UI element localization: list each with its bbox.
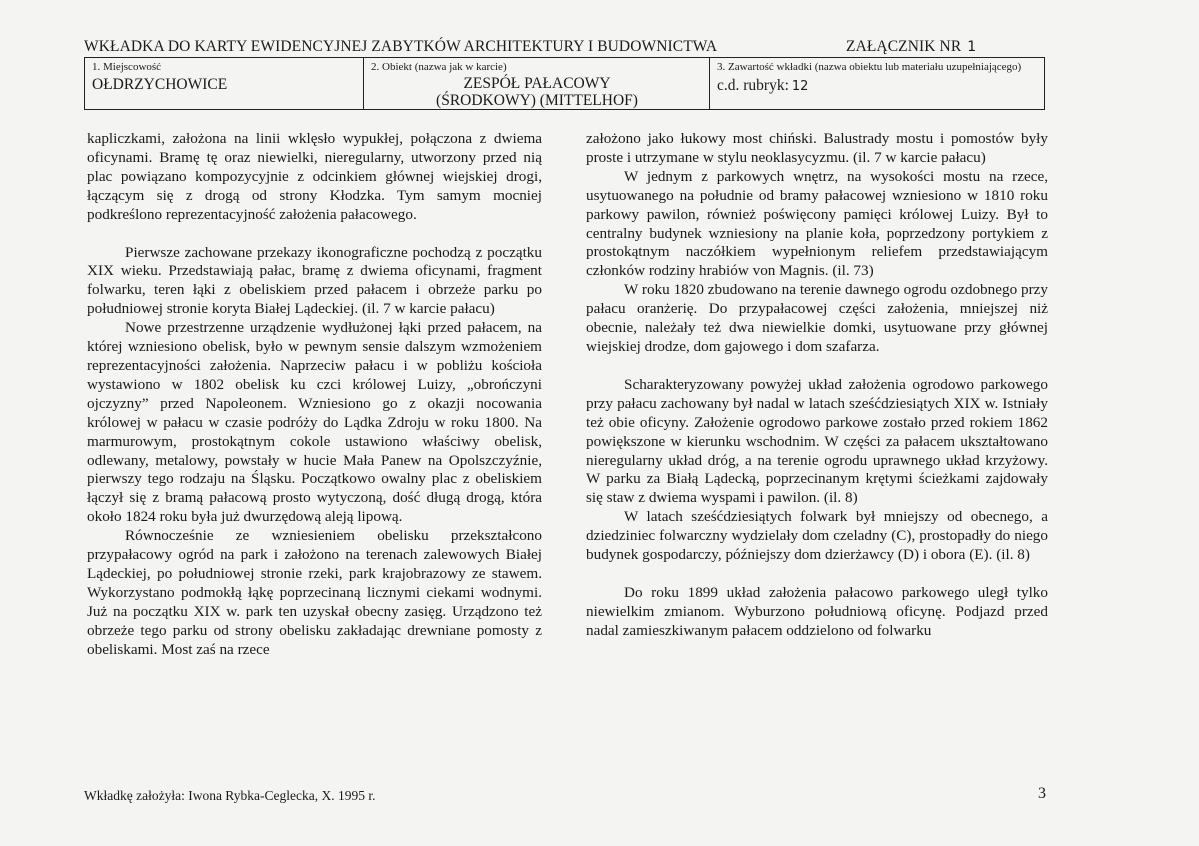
content-cell (710, 58, 1044, 109)
object-cell (364, 58, 710, 109)
object-label: 2. Obiekt (nazwa jak w karcie) (371, 61, 507, 73)
annex-number: 1 (967, 39, 977, 55)
content-value (717, 77, 808, 95)
paragraph: W jednym z parkowych wnętrz, na wysokości mostu na rzece, usytuowanego na południe od bramy pałacowej wzniesiono w 1810 roku parkowy pawilon, również poświęcony pamięci królowej Luizy. Był to centralny budynek wzniesiony na planie koła, poprzedzony portykiem z prostokątnym naczółkiem wypełnionym reliefem przedstawiającym członków rodziny hrabiów von Magnis. (il. 73) (586, 167, 1048, 280)
paragraph: Do roku 1899 układ założenia pałacowo parkowego uległ tylko niewielkim zmianom. Wyburzono południową oficynę. Podjazd przed nadal zamieszkiwanym pałacem oddzielono od folwarku (586, 583, 1048, 639)
author-note: Wkładkę założyła: Iwona Rybka-Ceglecka, X. 1995 r. (84, 788, 376, 803)
paragraph: Nowe przestrzenne urządzenie wydłużonej łąki przed pałacem, na której wzniesiono obelisk, było w pewnym sensie dalszym wzmożeniem reprezentacyjności założenia. Naprzeciw pałacu i w pobliżu kościoła wystawiono w 1802 obelisk ku czci królowej Luizy, „obrończyni ojczyzny” przed Napoleonem. Wzniesiono go z okazji nocowania królowej w pałacu w czasie podróży do Lądka Zdroju w roku 1800. Na marmurowym, prostokątnym cokole ustawiono właściwy obelisk, odlewany, metalowy, powstały w hucie Mała Panew na Opolszczyźnie, pierwszy tego rodzaju na Śląsku. Początkowo owalny plac z obeliskiem łączył się z bramą pałacową prosto wytyczoną, dość długą drogą, która około 1824 roku była już dwurzędową aleją lipową. (87, 319, 542, 526)
paragraph: Scharakteryzowany powyżej układ założenia ogrodowo parkowego przy pałacu zachowany był nadal w latach sześćdziesiątych XIX w. Istniały też obie oficyny. Założenie ogrodowo parkowe zostało przed rokiem 1862 powiększone w kierunku wschodnim. W części za pałacem ukształtowano nieregularny układ dróg, a na terenie ogrodu uprawnego układ krzyżowy. W parku za Białą Lądecką, poprzecinanym krętymi ścieżkami zajdowały się staw z dwiema wyspami i pawilon. (il. 8) (586, 375, 1048, 507)
form-title: WKŁADKA DO KARTY EWIDENCYJNEJ ZABYTKÓW ARCHITEKTURY I BUDOWNICTWA (84, 38, 718, 55)
object-value-line1: ZESPÓŁ PAŁACOWY (463, 75, 611, 92)
annex-label-text: ZAŁĄCZNIK NR (846, 38, 962, 55)
right-text-column (586, 130, 1048, 641)
paragraph: W roku 1820 zbudowano na terenie dawnego ogrodu ozdobnego przy pałacu oranżerię. Do przypałacowej części założenia, mniejszej niż obecnie, należały też dwa niewielkie domki, usytuowane przy głównej wiejskiej drodze, dom gajowego i dom szafarza. (586, 281, 1048, 355)
locality-value: OŁDRZYCHOWICE (92, 76, 228, 93)
locality-cell (85, 58, 364, 109)
content-rubric-number: 12 (791, 79, 809, 94)
locality-label: 1. Miejscowość (92, 61, 162, 73)
paragraph: kapliczkami, założona na linii wklęsło wypukłej, połączona z dwiema oficynami. Bramę tę oraz niewielki, nieregularny, utworzony przed nią plac powiązano kompozycyjnie z odcinkiem głównej wiejskiej drogi, łączącym się z drogą od strony Kłodzka. Tym samym mocniej podkreślono reprezentacyjność założenia pałacowego. (87, 130, 542, 223)
annex-label (846, 38, 976, 56)
page-number: 3 (1038, 785, 1046, 802)
paragraph: Pierwsze zachowane przekazy ikonograficzne pochodzą z początku XIX wieku. Przedstawiają pałac, bramę z dwiema oficynami, fragment folwarku, teren łąki z obeliskiem przed pałacem i obrzeże parku po południowej stronie koryta Białej Lądeckiej. (il. 7 w karcie pałacu) (87, 243, 542, 318)
left-text-column (87, 130, 542, 659)
paragraph: Równocześnie ze wzniesieniem obelisku przekształcono przypałacowy ogród na park i założono na terenach zalewowych Białej Lądeckiej, po południowej stronie rzeki, park krajobrazowy ze stawem. Wykorzystano podmokłą łąkę poprzecinaną licznymi ciekami wodnymi. Już na początku XIX w. park ten uzyskał obecny zasięg. Urządzono też obrzeże tego parku od strony obelisku zakładając drewniane pomosty z obeliskami. Most zaś na rzece (87, 527, 542, 658)
content-value-text: c.d. rubryk: (717, 77, 789, 94)
content-label: 3. Zawartość wkładki (nazwa obiektu lub materiału uzupełniającego) (717, 61, 1022, 73)
paragraph: W latach sześćdziesiątych folwark był mniejszy od obecnego, a dziedziniec folwarczny wydzielały dom czeladny (C), prostopadły do niego budynek gospodarczy, późniejszy dom dzierżawcy (D) i obora (E). (il. 8) (586, 508, 1048, 564)
header-fields-table (84, 57, 1045, 110)
object-value-line2: (ŚRODKOWY) (MITTELHOF) (436, 92, 638, 109)
paragraph: założono jako łukowy most chiński. Balustrady mostu i pomostów były proste i utrzymane w stylu neoklasycyzmu. (il. 7 w karcie pałacu) (586, 130, 1048, 166)
